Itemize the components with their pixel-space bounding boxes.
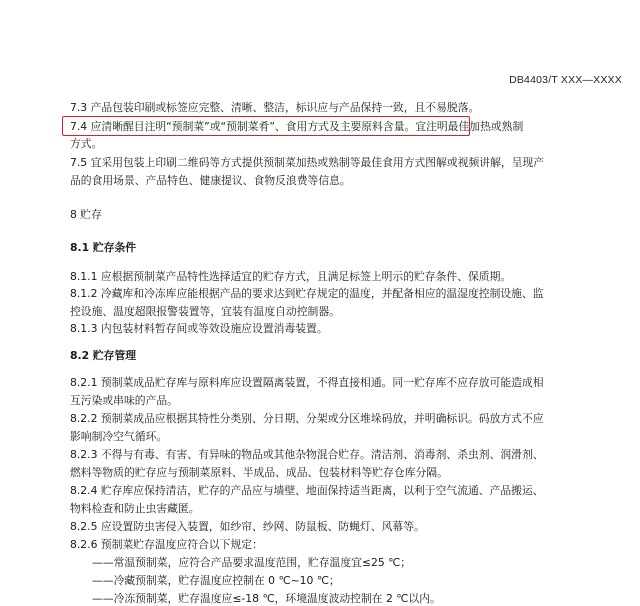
clause-7-4-cont: 方式。 [70,137,103,150]
section-8-1-heading: 8.1 贮存条件 [70,241,137,254]
clause-8-2-3: 8.2.3 不得与有毒、有害、有异味的物品或其他杂物混合贮存。清洁剂、消毒剂、杀虫剂、润滑剂、 [70,448,544,461]
clause-8-2-2-cont: 影响制冷空气循环。 [70,430,168,443]
clause-8-2-6: 8.2.6 预制菜贮存温度应符合以下规定： [70,538,263,551]
clause-8-1-2: 8.1.2 冷藏库和冷冻库应能根据产品的要求达到贮存规定的温度，并配备相应的温湿度控制设施、监 [70,287,544,300]
clause-8-2-3-cont: 燃料等物质的贮存应与预制菜原料、半成品、成品、包装材料等贮存仓库分隔。 [70,466,448,479]
clause-8-2-1-cont: 互污染或串味的产品。 [70,394,178,407]
clause-8-2-1: 8.2.1 预制菜成品贮存库与原料库应设置隔离装置，不得直接相通。同一贮存库不应存放可能造成相 [70,376,544,389]
clause-8-2-4: 8.2.4 贮存库应保持清洁，贮存的产品应与墙壁、地面保持适当距离，以利于空气流通、产品搬运、 [70,484,544,497]
clause-7-5-cont: 品的食用场景、产品特色、健康提议、食物反浪费等信息。 [70,174,351,187]
clause-7-4: 7.4 应清晰醒目注明“预制菜”或“预制菜肴”、食用方式及主要原料含量。宜注明最佳加热或熟制 [70,120,524,133]
temp-rule-ambient: ——常温预制菜，应符合产品要求温度范围，贮存温度宜≤25 ℃； [92,556,412,569]
clause-7-5: 7.5 宜采用包装上印刷二维码等方式提供预制菜加热或熟制等最佳食用方式图解或视频讲解，呈现产 [70,156,545,169]
clause-7-3: 7.3 产品包装印刷或标签应完整、清晰、整洁，标识应与产品保持一致，且不易脱落。 [70,101,480,114]
clause-8-2-2: 8.2.2 预制菜成品应根据其特性分类别、分日期、分架或分区堆垛码放，并明确标识。码放方式不应 [70,412,544,425]
clause-8-1-3: 8.1.3 内包装材料暂存间或等效设施应设置消毒装置。 [70,322,328,335]
clause-8-2-4-cont: 物料检查和防止虫害藏匿。 [70,502,200,515]
temp-rule-frozen: ——冷冻预制菜，贮存温度应≤-18 ℃，环境温度波动控制在 2 ℃以内。 [92,592,441,605]
clause-8-1-1: 8.1.1 应根据预制菜产品特性选择适宜的贮存方式，且满足标签上明示的贮存条件、保质期。 [70,270,512,283]
temp-rule-chilled: ——冷藏预制菜，贮存温度应控制在 0 ℃~10 ℃； [92,574,340,587]
section-8-heading: 8 贮存 [70,208,102,221]
standard-code: DB4403/T XXX—XXXX [509,74,622,86]
clause-8-1-2-cont: 控设施、温度超限报警装置等，宜装有温度自动控制器。 [70,305,340,318]
section-8-2-heading: 8.2 贮存管理 [70,349,137,362]
clause-8-2-5: 8.2.5 应设置防虫害侵入装置，如纱帘、纱网、防鼠板、防蝇灯、风幕等。 [70,520,425,533]
